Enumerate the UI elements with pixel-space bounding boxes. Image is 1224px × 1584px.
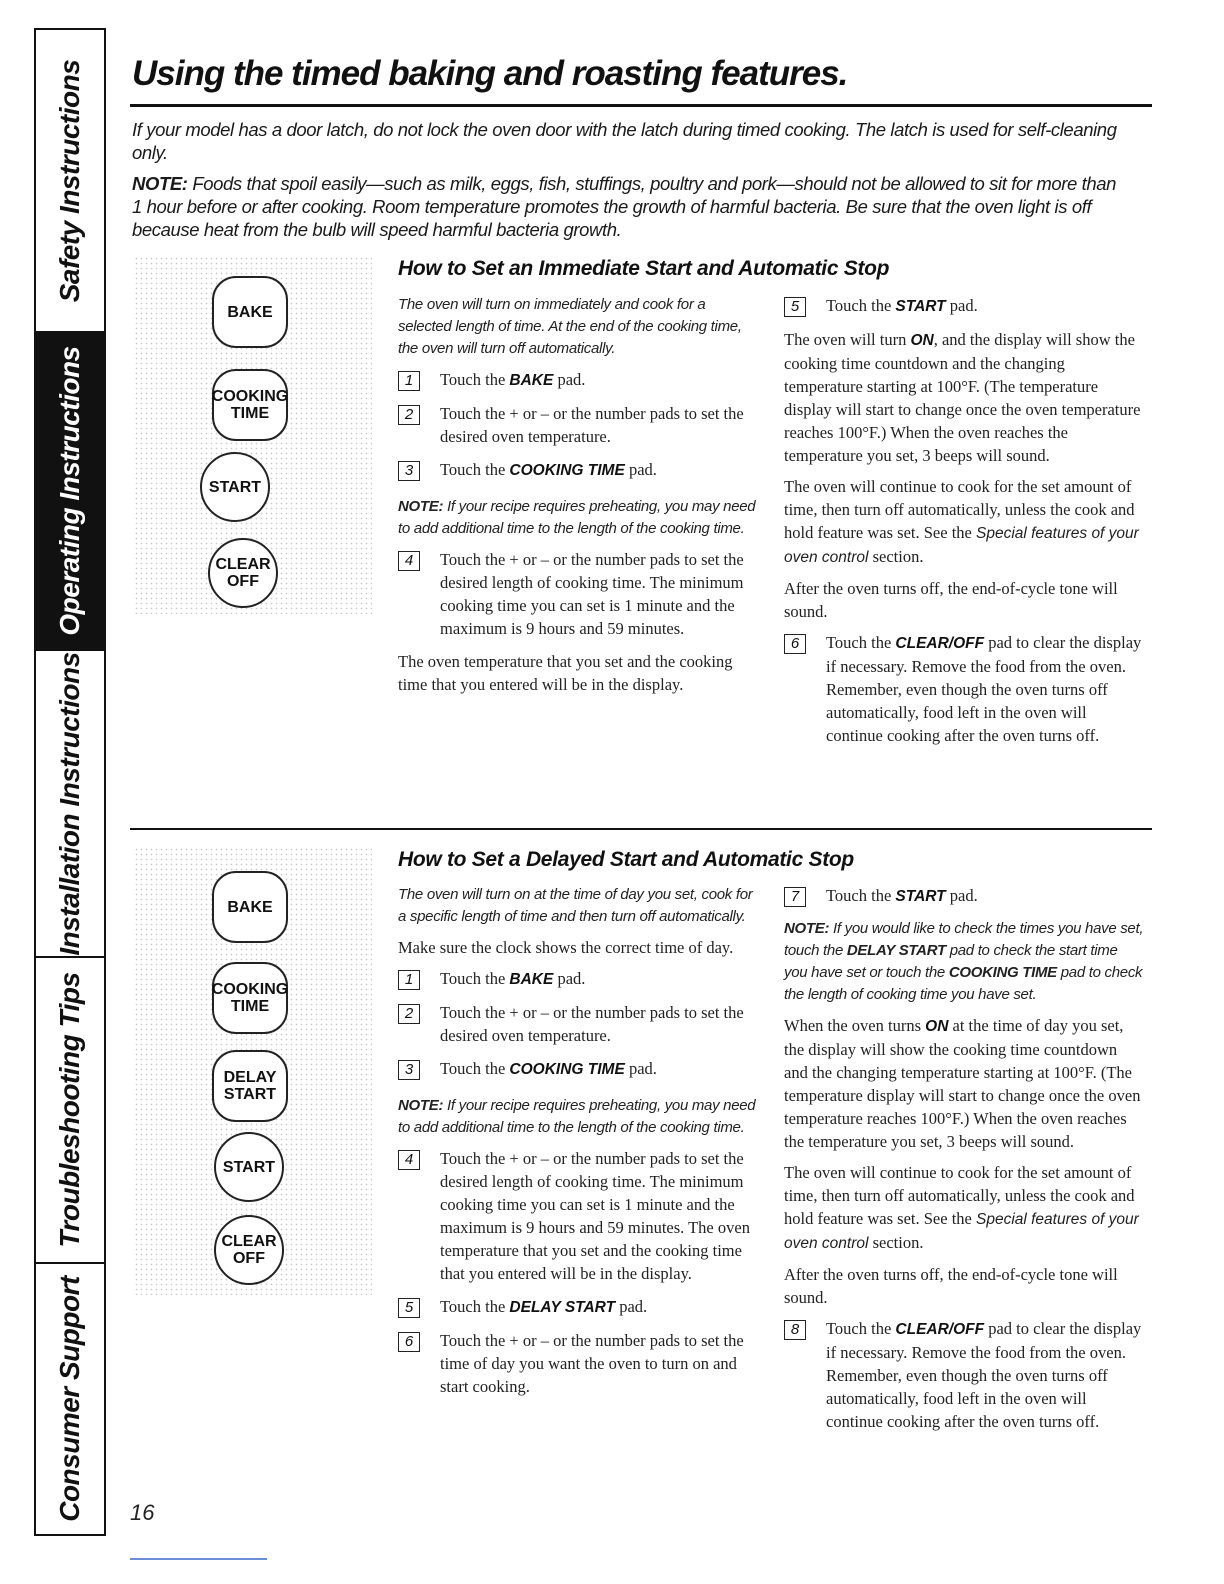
preheat-note	[398, 1095, 758, 1139]
step-text: pad.	[624, 1059, 657, 1078]
step-text: Touch the	[826, 296, 896, 315]
delay-start-pad[interactable]: DELAY START	[212, 1050, 288, 1122]
tab-installation-instructions[interactable]	[36, 651, 104, 958]
section2-title: How to Set a Delayed Start and Automatic Stop	[398, 848, 854, 871]
cooking-time-pad[interactable]: COOKING TIME	[212, 369, 288, 441]
step-text: pad.	[624, 460, 657, 479]
paragraph-text: , and the display will show the cooking time countdown and the changing temperature starting at 100°F. (The temperature display will start to change once the oven temperature reaches 100°F.) When the oven reaches the temperature you set, 3 beeps will sound.	[784, 330, 1141, 465]
bake-pad[interactable]: BAKE	[212, 276, 288, 348]
page-number: 16	[130, 1500, 155, 1525]
cooking-time-keyword: COOKING TIME	[509, 1061, 625, 1078]
paragraph-text: The oven will continue to cook for the set amount of time, then turn off automatically, unless the cook and hold feature was set. See the	[784, 1163, 1135, 1228]
section-reference: Special features of your oven control	[784, 525, 1139, 566]
step-number: 7	[784, 887, 806, 907]
step-text: Touch the	[440, 460, 510, 479]
start-keyword: START	[895, 298, 946, 315]
keypad-panel-delayed	[134, 847, 372, 1295]
start-keyword: START	[895, 888, 946, 905]
section2-left-column	[398, 884, 758, 1408]
clear-off-keyword: CLEAR/OFF	[895, 635, 985, 652]
step-text: Touch the + or – or the number pads to set the desired oven temperature.	[440, 404, 744, 446]
tab-label: Operating Instructions	[54, 346, 85, 636]
delay-start-keyword: DELAY START	[509, 1299, 616, 1316]
on-keyword: ON	[910, 332, 934, 349]
check-times-note	[784, 918, 1144, 1006]
note-text: If your recipe requires preheating, you may need to add additional time to the length of the cooking time.	[398, 498, 756, 537]
preheat-note	[398, 496, 758, 540]
title-rule	[130, 104, 1152, 107]
bake-keyword: BAKE	[509, 971, 554, 988]
step-3	[398, 458, 758, 482]
oven-on-paragraph	[784, 328, 1144, 467]
tab-label: Consumer Support	[54, 1276, 85, 1522]
cooking-time-keyword: COOKING TIME	[948, 964, 1057, 981]
continue-paragraph	[784, 475, 1144, 569]
bake-keyword: BAKE	[509, 372, 554, 389]
clear-off-pad[interactable]: CLEAR OFF	[208, 538, 278, 608]
step-text: Touch the	[440, 969, 510, 988]
step-3	[398, 1057, 758, 1081]
paragraph-text: section.	[868, 1233, 924, 1252]
continue-paragraph	[784, 1161, 1144, 1255]
step-5	[398, 1295, 758, 1319]
tone-paragraph: After the oven turns off, the end-of-cycle tone will sound.	[784, 579, 1118, 621]
oven-on-paragraph	[784, 1014, 1144, 1153]
step-number: 2	[398, 405, 420, 425]
tab-label: Troubleshooting Tips	[54, 972, 85, 1248]
paragraph-text: When the oven turns	[784, 1016, 926, 1035]
step-text: Touch the	[440, 1297, 510, 1316]
step-number: 4	[398, 551, 420, 571]
keypad-panel-immediate	[134, 256, 372, 614]
step-text: pad to clear the display if necessary. Remove the food from the oven. Remember, even though the oven turns off automatically, food left in the oven will continue cooking after the oven turns off.	[826, 633, 1142, 745]
tab-troubleshooting-tips[interactable]	[36, 958, 104, 1264]
step-number: 4	[398, 1150, 420, 1170]
step-number: 6	[398, 1332, 420, 1352]
section-divider	[130, 828, 1152, 830]
bake-pad[interactable]: BAKE	[212, 871, 288, 943]
paragraph-text: The oven will continue to cook for the set amount of time, then turn off automatically, unless the cook and hold feature was set. See the	[784, 477, 1135, 542]
step-1	[398, 967, 758, 991]
step-8	[784, 1317, 1144, 1433]
step-text: Touch the	[440, 1059, 510, 1078]
step-text: Touch the + or – or the number pads to set the desired length of cooking time. The minimum cooking time you can set is 1 minute and the maximum is 9 hours and 59 minutes.	[440, 550, 744, 638]
step-number: 6	[784, 634, 806, 654]
step-2	[398, 1001, 758, 1047]
step-6	[784, 631, 1144, 747]
step-text: Touch the	[826, 1319, 896, 1338]
step-number: 8	[784, 1320, 806, 1340]
step-1	[398, 368, 758, 392]
step-text: pad.	[553, 969, 586, 988]
cooking-time-keyword: COOKING TIME	[509, 462, 625, 479]
step-text: pad.	[945, 886, 978, 905]
note-text: If you would like to check the times you have set, touch the	[784, 920, 1144, 959]
latch-warning: If your model has a door latch, do not lock the oven door with the latch during timed cooking. The latch is used for self-cleaning only.	[132, 119, 1117, 163]
step-7	[784, 884, 1144, 908]
tab-label: Installation Instructions	[54, 651, 85, 956]
step-text: pad.	[553, 370, 586, 389]
step-text: Touch the + or – or the number pads to set the desired length of cooking time. The minimum cooking time you can set is 1 minute and the maximum is 9 hours and 59 minutes. The oven temperature that you set and the cooking time that you entered will be in the display.	[440, 1149, 750, 1283]
step-6	[398, 1329, 758, 1398]
step-2	[398, 402, 758, 448]
display-note: The oven temperature that you set and the cooking time that you entered will be in the display.	[398, 652, 733, 694]
note-label: NOTE:	[784, 920, 830, 937]
section-reference: Special features of your oven control	[784, 1211, 1139, 1252]
step-text: pad to clear the display if necessary. Remove the food from the oven. Remember, even though the oven turns off automatically, food left in the oven will continue cooking after the oven turns off.	[826, 1319, 1142, 1431]
section1-intro: The oven will turn on immediately and cook for a selected length of time. At the end of the cooking time, the oven will turn off automatically.	[398, 296, 742, 357]
note-label: NOTE:	[398, 498, 444, 515]
section1-right-column	[784, 294, 1144, 757]
step-number: 5	[398, 1298, 420, 1318]
paragraph-text: at the time of day you set, the display will show the cooking time countdown and the changing temperature starting at 100°F. (The temperature display will start to change once the oven temperature reaches 100°F.) When the oven reaches the temperature you set, 3 beeps will sound.	[784, 1016, 1141, 1151]
footer-rule	[130, 1558, 267, 1560]
step-text: Touch the	[826, 633, 896, 652]
step-text: pad.	[945, 296, 978, 315]
tab-label: Safety Instructions	[54, 59, 85, 302]
step-text: Touch the + or – or the number pads to set the time of day you want the oven to turn on and start cooking.	[440, 1331, 744, 1396]
page-title: Using the timed baking and roasting features.	[132, 54, 848, 93]
tab-consumer-support[interactable]	[36, 1264, 104, 1534]
tab-operating-instructions[interactable]	[36, 333, 104, 651]
clear-off-pad[interactable]: CLEAR OFF	[214, 1215, 284, 1285]
paragraph-text: The oven will turn	[784, 330, 911, 349]
delay-start-keyword: DELAY START	[846, 942, 946, 959]
start-pad[interactable]: START	[200, 452, 270, 522]
step-text: Touch the	[440, 370, 510, 389]
food-safety-note	[132, 172, 1122, 241]
step-text: pad.	[615, 1297, 648, 1316]
cooking-time-pad[interactable]: COOKING TIME	[212, 962, 288, 1034]
tab-safety-instructions[interactable]	[36, 30, 104, 333]
paragraph-text: section.	[868, 547, 924, 566]
note-text: If your recipe requires preheating, you may need to add additional time to the length of the cooking time.	[398, 1097, 756, 1136]
on-keyword: ON	[925, 1018, 949, 1035]
section-tabs	[34, 28, 106, 1536]
clock-paragraph: Make sure the clock shows the correct time of day.	[398, 938, 734, 957]
start-pad[interactable]: START	[214, 1132, 284, 1202]
section1-title: How to Set an Immediate Start and Automatic Stop	[398, 257, 890, 280]
note-label: NOTE:	[132, 173, 188, 194]
step-4	[398, 548, 758, 640]
step-text: Touch the + or – or the number pads to set the desired oven temperature.	[440, 1003, 744, 1045]
section2-intro: The oven will turn on at the time of day you set, cook for a specific length of time and then turn off automatically.	[398, 886, 753, 925]
step-number: 1	[398, 371, 420, 391]
section2-right-column	[784, 884, 1144, 1443]
step-number: 1	[398, 970, 420, 990]
note-label: NOTE:	[398, 1097, 444, 1114]
note-text: pad to check the start time you have set or touch the	[784, 942, 1118, 981]
step-number: 3	[398, 461, 420, 481]
note-text: Foods that spoil easily—such as milk, eggs, fish, stuffings, poultry and pork—should not be allowed to sit for more than 1 hour before or after cooking. Room temperature promotes the growth of harmful bacteria. Be sure that the oven light is off because heat from the bulb will speed harmful bacteria growth.	[132, 173, 1117, 240]
section1-left-column	[398, 294, 758, 704]
step-text: Touch the	[826, 886, 896, 905]
step-4	[398, 1147, 758, 1285]
step-number: 2	[398, 1004, 420, 1024]
tone-paragraph: After the oven turns off, the end-of-cycle tone will sound.	[784, 1265, 1118, 1307]
note-text: pad to check the length of cooking time you have set.	[784, 964, 1143, 1003]
step-number: 3	[398, 1060, 420, 1080]
clear-off-keyword: CLEAR/OFF	[895, 1321, 985, 1338]
step-5	[784, 294, 1144, 318]
step-number: 5	[784, 297, 806, 317]
